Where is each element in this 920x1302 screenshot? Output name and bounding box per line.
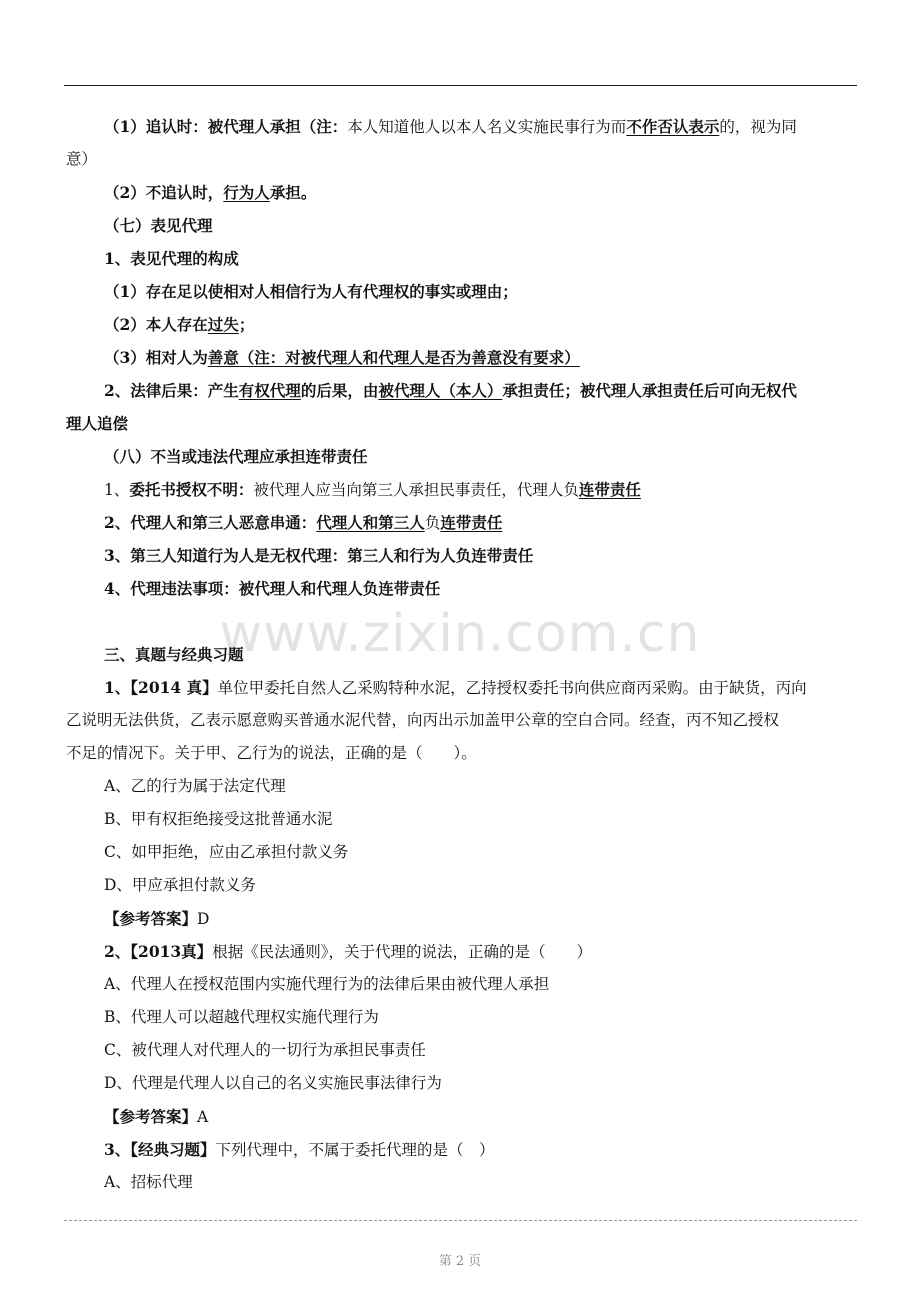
text-segment: 不足的情况下。关于甲、乙行为的说法，正确的是（ ）。 bbox=[66, 744, 477, 762]
text-segment: 1、【2014 真】 bbox=[104, 678, 218, 697]
text-segment: 1、 bbox=[104, 481, 130, 499]
text-segment: ； bbox=[238, 315, 255, 334]
text-line bbox=[66, 836, 858, 869]
text-line bbox=[66, 275, 858, 308]
text-line bbox=[66, 407, 858, 440]
text-line bbox=[66, 308, 858, 341]
text-segment: 3、【经典习题】 bbox=[104, 1140, 216, 1159]
text-segment: 2、【2013真】 bbox=[104, 942, 213, 961]
emphasis-text: 不作否认表示 bbox=[626, 117, 720, 136]
text-segment: 承担。 bbox=[269, 183, 317, 202]
text-segment: 本人知道他人以本人名义实施民事行为而 bbox=[347, 118, 627, 136]
text-line bbox=[66, 143, 858, 176]
text-segment: 的，视为同 bbox=[719, 118, 797, 136]
text-segment: C、被代理人对代理人的一切行为承担民事责任 bbox=[104, 1041, 426, 1059]
text-line bbox=[66, 1034, 858, 1067]
text-segment: A bbox=[197, 1108, 209, 1126]
text-segment: 2、法律后果：产生 bbox=[104, 381, 239, 400]
text-segment: D、代理是代理人以自己的名义实施民事法律行为 bbox=[104, 1074, 442, 1092]
emphasis-text: 连带责任 bbox=[578, 480, 641, 499]
emphasis-text: 过失 bbox=[207, 315, 239, 334]
text-segment: A、代理人在授权范围内实施代理行为的法律后果由被代理人承担 bbox=[104, 975, 550, 993]
text-line bbox=[66, 209, 858, 242]
text-segment: B、代理人可以超越代理权实施代理行为 bbox=[104, 1008, 379, 1026]
text-line bbox=[66, 341, 858, 374]
text-segment: D、甲应承担付款义务 bbox=[104, 876, 256, 894]
page-number: 第 2 页 bbox=[438, 1254, 482, 1269]
text-segment: （2）不追认时， bbox=[104, 183, 224, 202]
text-segment: （八）不当或违法代理应承担连带责任 bbox=[104, 447, 368, 466]
text-segment: 下列代理中，不属于委托代理的是（ ） bbox=[215, 1141, 495, 1159]
text-line bbox=[66, 473, 858, 506]
text-line bbox=[66, 539, 858, 572]
text-segment: 乙说明无法供货，乙表示愿意购买普通水泥代替，向丙出示加盖甲公章的空白合同。经查，丙不知乙授权 bbox=[66, 711, 780, 729]
text-segment: 【参考答案】 bbox=[104, 909, 198, 928]
document-body bbox=[66, 110, 858, 1199]
text-segment: 三、真题与经典习题 bbox=[104, 645, 244, 664]
emphasis-text: 被代理人（本人） bbox=[378, 381, 503, 400]
text-segment: 单位甲委托自然人乙采购特种水泥，乙持授权委托书向供应商丙采购。由于缺货，丙向 bbox=[217, 679, 807, 697]
text-segment: （2）本人存在 bbox=[104, 315, 208, 334]
text-line bbox=[66, 1067, 858, 1100]
text-line bbox=[66, 506, 858, 539]
blank-line bbox=[66, 605, 858, 638]
text-segment: （1）追认时：被代理人承担（注： bbox=[104, 117, 348, 136]
emphasis-text: 代理人和第三人 bbox=[316, 513, 425, 532]
footer-rule bbox=[64, 1220, 857, 1221]
text-segment: D bbox=[197, 910, 210, 928]
text-segment: （3）相对人为 bbox=[104, 348, 208, 367]
text-segment: （七）表见代理 bbox=[104, 216, 213, 235]
text-line bbox=[66, 1133, 858, 1166]
text-line bbox=[66, 1166, 858, 1199]
text-segment: A、招标代理 bbox=[104, 1173, 193, 1191]
text-line bbox=[66, 242, 858, 275]
text-segment: 3、第三人知道行为人是无权代理：第三人和行为人负连带责任 bbox=[104, 546, 534, 565]
text-segment: 根据《民法通则》，关于代理的说法，正确的是（ ） bbox=[212, 943, 592, 961]
text-segment: 被代理人应当向第三人承担民事责任，代理人负 bbox=[253, 481, 579, 499]
text-segment: 【参考答案】 bbox=[104, 1107, 198, 1126]
text-line bbox=[66, 1001, 858, 1034]
watermark: www.zixin.com.cn bbox=[219, 604, 701, 664]
text-line bbox=[66, 968, 858, 1001]
emphasis-text: 连带责任 bbox=[440, 513, 503, 532]
emphasis-text: 行为人 bbox=[223, 183, 270, 202]
text-line bbox=[66, 704, 858, 737]
text-line bbox=[66, 869, 858, 902]
text-segment: 4、代理违法事项：被代理人和代理人负连带责任 bbox=[104, 579, 441, 598]
text-segment: A、乙的行为属于法定代理 bbox=[104, 777, 286, 795]
text-segment: B、甲有权拒绝接受这批普通水泥 bbox=[104, 810, 333, 828]
text-line bbox=[66, 902, 858, 935]
text-segment: 理人追偿 bbox=[66, 414, 129, 433]
text-segment: 负 bbox=[424, 514, 441, 532]
text-line bbox=[66, 374, 858, 407]
text-line bbox=[66, 671, 858, 704]
text-line bbox=[66, 440, 858, 473]
text-line bbox=[66, 638, 858, 671]
text-line bbox=[66, 110, 858, 143]
text-segment: 承担责任；被代理人承担责任后可向无权代 bbox=[502, 381, 797, 400]
text-line bbox=[66, 176, 858, 209]
text-segment: 1、表见代理的构成 bbox=[104, 249, 239, 268]
text-line bbox=[66, 737, 858, 770]
text-line bbox=[66, 1100, 858, 1133]
text-line bbox=[66, 935, 858, 968]
text-segment: （1）存在足以使相对人相信行为人有代理权的事实或理由； bbox=[104, 282, 518, 301]
text-segment: 的后果，由 bbox=[300, 381, 379, 400]
header-rule bbox=[64, 85, 857, 86]
text-segment: 2、代理人和第三人恶意串通： bbox=[104, 513, 317, 532]
text-line bbox=[66, 572, 858, 605]
text-line bbox=[66, 770, 858, 803]
emphasis-text: 有权代理 bbox=[238, 381, 301, 400]
text-segment: C、如甲拒绝，应由乙承担付款义务 bbox=[104, 843, 349, 861]
text-segment: 委托书授权不明： bbox=[129, 480, 254, 499]
text-line bbox=[66, 803, 858, 836]
emphasis-text: 善意（注：对被代理人和代理人是否为善意没有要求） bbox=[207, 348, 580, 367]
text-segment: 意） bbox=[66, 150, 98, 168]
